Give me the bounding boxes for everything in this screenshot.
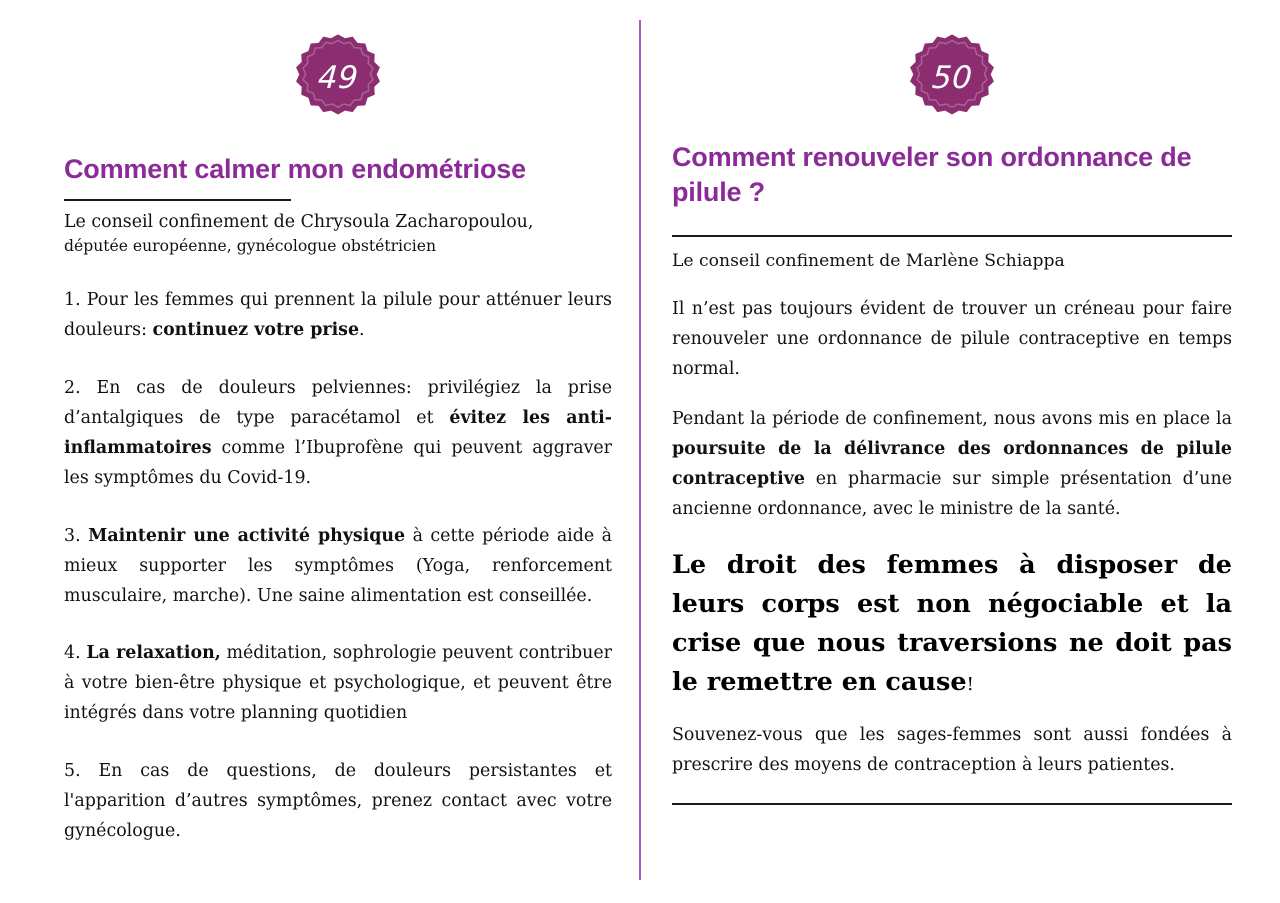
paragraph <box>64 522 612 612</box>
plain-text: 4. <box>64 643 87 664</box>
badge-number: 49 <box>316 59 360 96</box>
paragraph <box>64 286 612 346</box>
right-paragraph-list <box>672 295 1232 525</box>
right-byline: Le conseil confinement de Marlène Schiappa <box>672 251 1065 272</box>
right-statement-punctuation: ! <box>966 673 974 695</box>
badge-number: 50 <box>930 59 974 96</box>
right-statement <box>672 546 1232 701</box>
left-paragraph-list <box>64 286 612 847</box>
right-heading: Comment renouveler son ordonnance de pilule ? <box>672 142 1192 207</box>
plain-text: Pendant la période de confinement, nous avons mis en place la <box>672 408 1232 429</box>
emphasis-text: continuez votre prise <box>152 319 360 340</box>
column-divider <box>639 20 641 880</box>
left-heading: Comment calmer mon endométriose <box>64 154 526 184</box>
badge-50 <box>905 32 999 126</box>
right-bottom-rule <box>672 803 1232 805</box>
emphasis-text: évitez les anti-inflammatoires <box>64 407 612 458</box>
paragraph <box>64 374 612 494</box>
plain-text: comme l’Ibuprofène qui peuvent aggraver les symptômes du Covid-19. <box>64 437 612 488</box>
plain-text: . <box>359 319 365 340</box>
paragraph <box>64 639 612 729</box>
badge-49 <box>291 32 385 126</box>
right-closing-paragraph: Souvenez-vous que les sages-femmes sont aussi fondées à prescrire des moyens de contraception à leurs patientes. <box>672 725 1232 776</box>
emphasis-text: Maintenir une activité physique <box>88 525 406 546</box>
left-column <box>64 0 612 847</box>
left-badge-container <box>64 0 612 126</box>
plain-text: méditation, sophrologie peuvent contribuer à votre bien-être physique et psychologique, et peuvent être intégrés dans votre planning quotidien <box>64 643 612 724</box>
paragraph <box>64 757 612 847</box>
plain-text: 3. <box>64 525 89 546</box>
right-statement-text: Le droit des femmes à disposer de leurs corps est non négociable et la crise que nous traversions ne doit pas le remettre en cause <box>672 550 1232 697</box>
emphasis-text: La relaxation, <box>86 643 221 664</box>
paragraph <box>672 405 1232 525</box>
plain-text: en pharmacie sur simple présentation d’une ancienne ordonnance, avec le ministre de la santé. <box>672 468 1232 519</box>
plain-text: à cette période aide à mieux supporter les symptômes (Yoga, renforcement musculaire, marche). Une saine alimentation est conseillée. <box>64 525 612 606</box>
left-byline-line2: députée européenne, gynécologue obstétricien <box>64 236 437 255</box>
plain-text: Il n’est pas toujours évident de trouver un créneau pour faire renouveler une ordonnance de pilule contraceptive en temps normal. <box>672 298 1232 379</box>
plain-text: 1. Pour les femmes qui prennent la pilule pour atténuer leurs douleurs: <box>64 290 612 340</box>
plain-text: 2. En cas de douleurs pelviennes: privilégiez la prise d’antalgiques de type paracétamol et <box>64 377 612 428</box>
emphasis-text: poursuite de la délivrance des ordonnances de pilule contraceptive <box>672 438 1232 489</box>
right-column <box>672 0 1232 805</box>
left-byline-line1: Le conseil confinement de Chrysoula Zacharopoulou, <box>64 211 534 232</box>
right-badge-container <box>672 0 1232 126</box>
left-byline <box>64 201 612 259</box>
plain-text: 5. En cas de questions, de douleurs persistantes et l'apparition d’autres symptômes, prenez contact avec votre gynécologue. <box>64 761 612 842</box>
paragraph <box>672 295 1232 385</box>
